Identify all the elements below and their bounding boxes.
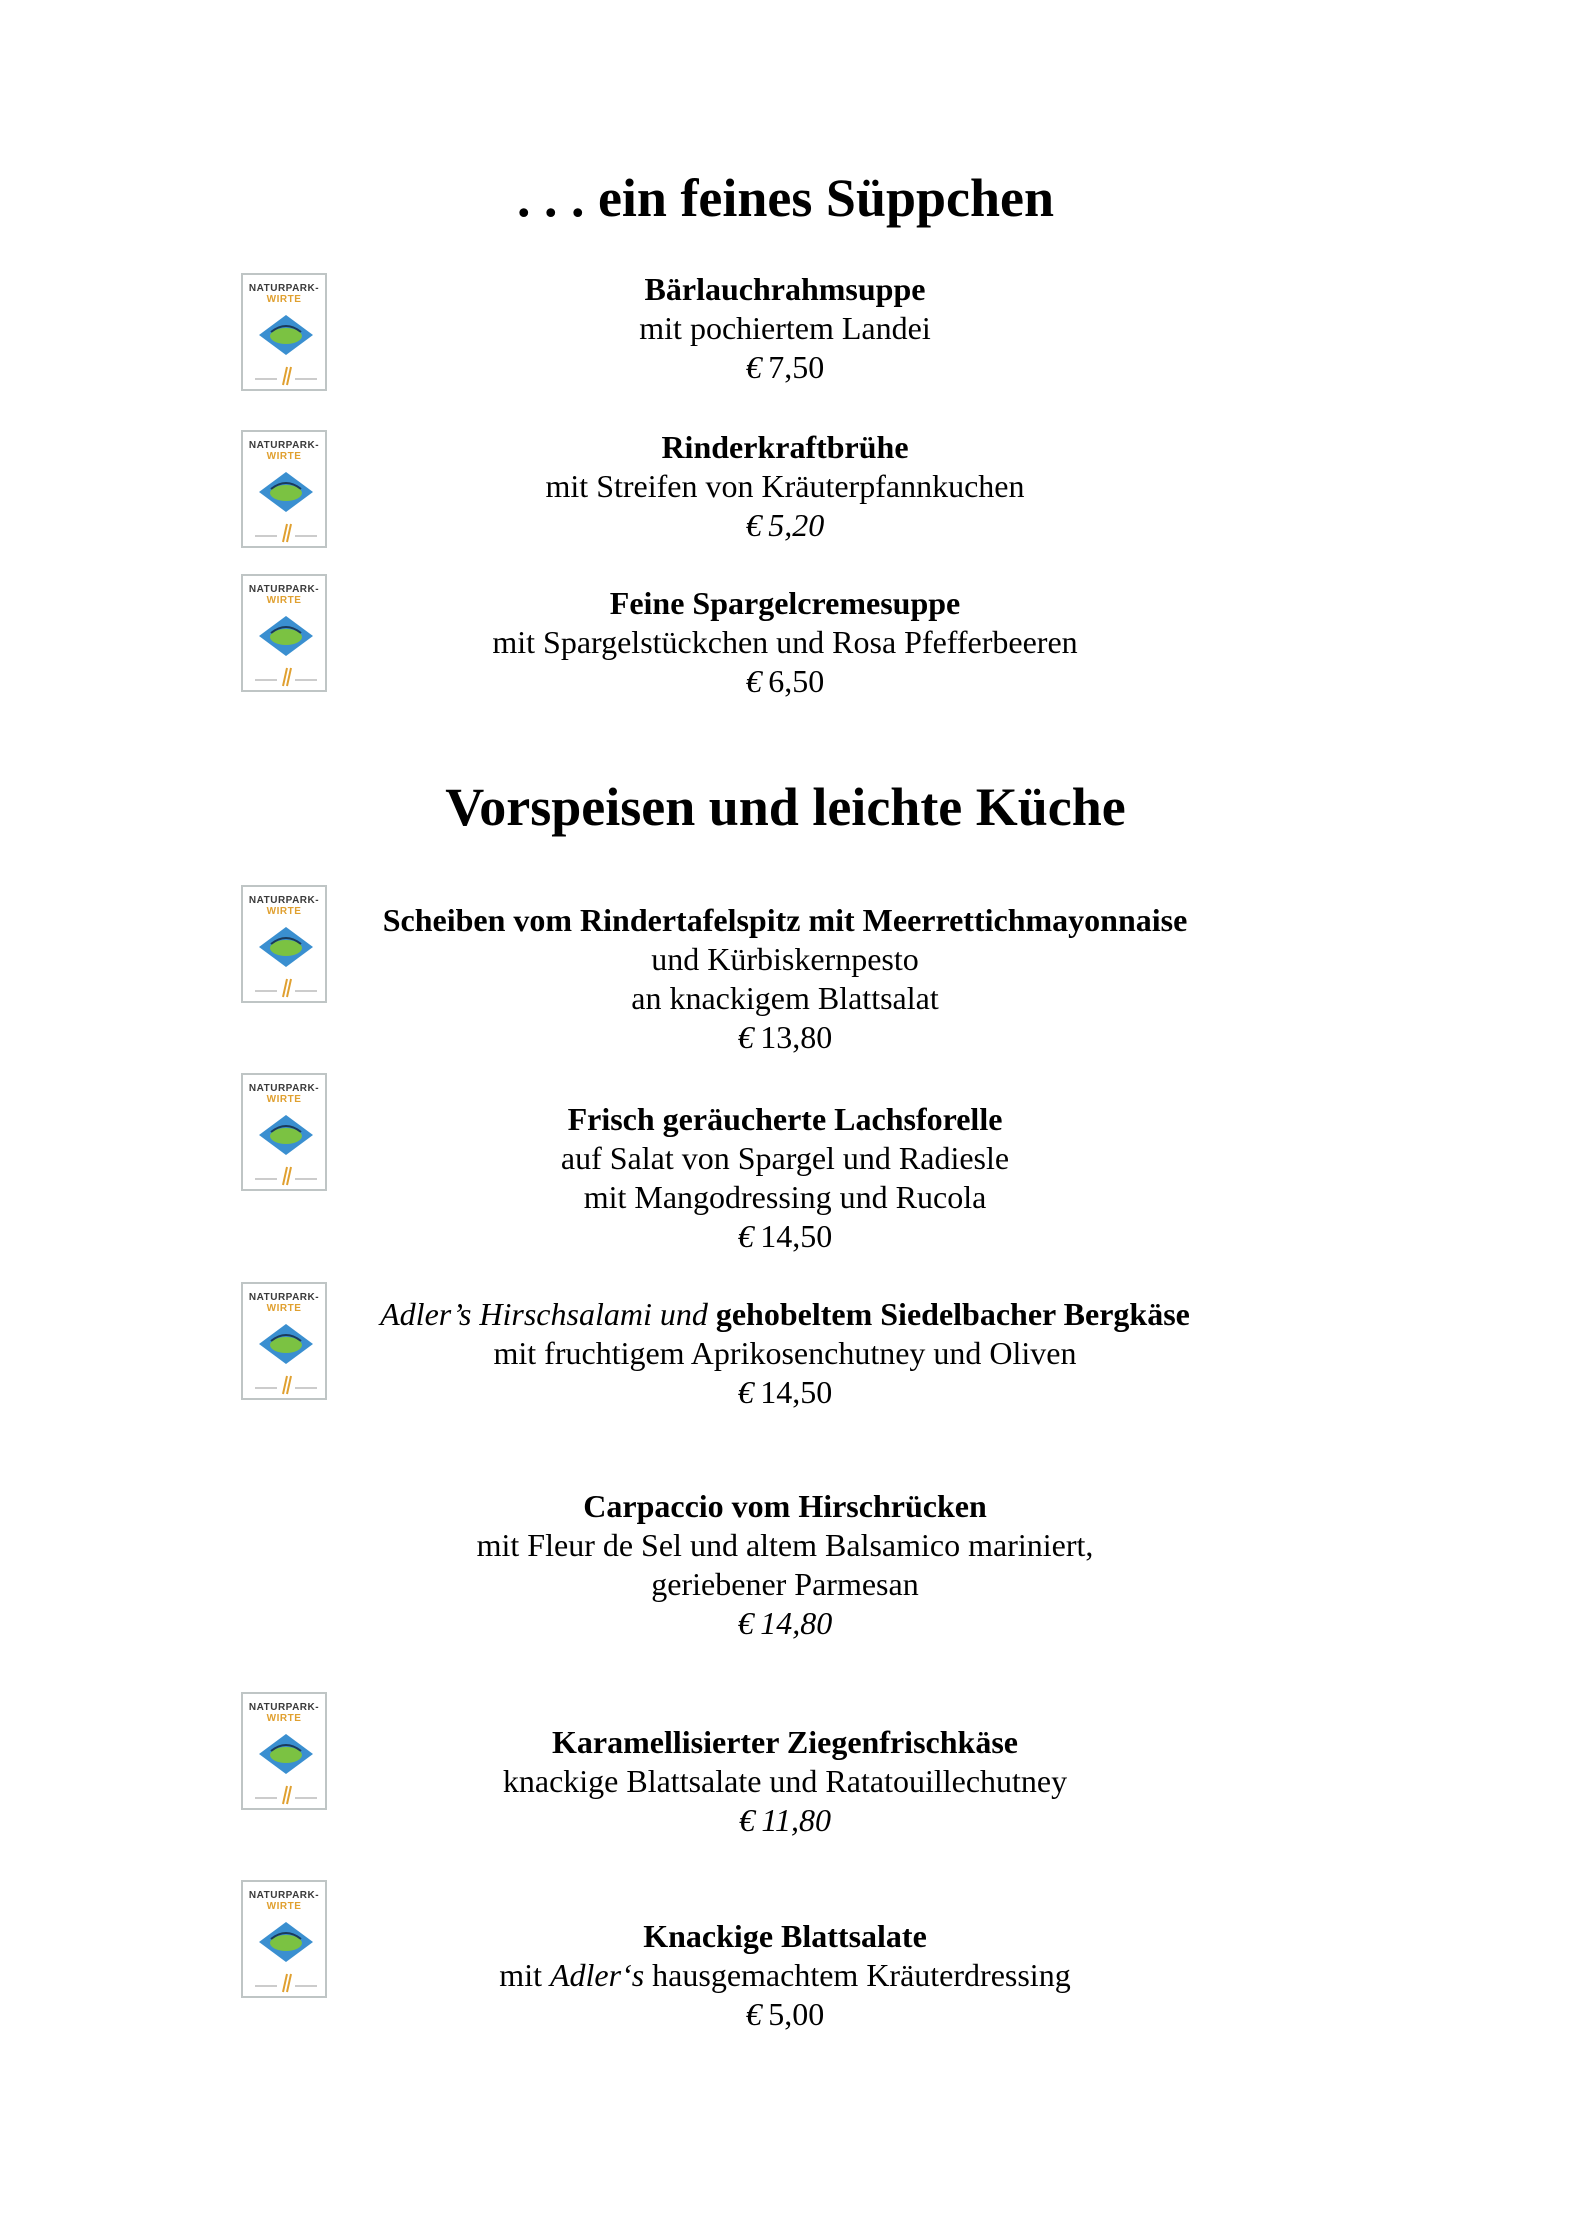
dish-name <box>290 1295 1280 1334</box>
logo-line2: WIRTE <box>266 451 302 462</box>
dish-price: € 13,80 <box>737 1019 833 1055</box>
logo-line1: NATURPARK- <box>248 1083 320 1094</box>
logo-line1: NATURPARK- <box>248 895 320 906</box>
dish-price: € 14,80 <box>737 1605 833 1641</box>
logo-line1: NATURPARK- <box>248 1890 320 1901</box>
dish-price: € 5,00 <box>745 1996 825 2032</box>
dish-price: € 14,50 <box>737 1218 833 1254</box>
dish-description <box>300 1956 1270 1995</box>
menu-item-lachsforelle <box>300 1100 1270 1256</box>
section-title-starters: Vorspeisen und leichte Küche <box>445 777 1126 837</box>
menu-item-rindertafelspitz <box>300 901 1270 1057</box>
menu-item-ziegenfrischkaese <box>300 1723 1270 1840</box>
dish-price: € 6,50 <box>745 663 825 699</box>
logo-line1: NATURPARK- <box>248 1292 320 1303</box>
dish-description: mit pochiertem Landei <box>639 310 931 346</box>
menu-item-carpaccio <box>300 1487 1270 1643</box>
logo-line2: WIRTE <box>266 1094 302 1105</box>
section-title-soups: . . . ein feines Süppchen <box>516 168 1055 228</box>
menu-item-knackige-blattsalate <box>300 1917 1270 2034</box>
dish-name: Karamellisierter Ziegenfrischkäse <box>552 1724 1018 1760</box>
logo-line2: WIRTE <box>266 906 302 917</box>
logo-line1: NATURPARK- <box>248 1702 320 1713</box>
menu-item-feine-spargelcremesuppe <box>300 584 1270 701</box>
logo-line1: NATURPARK- <box>248 440 320 451</box>
dish-description: geriebener Parmesan <box>651 1566 919 1602</box>
dish-description: mit Spargelstückchen und Rosa Pfefferbeeren <box>492 624 1078 660</box>
dish-price: € 11,80 <box>738 1802 832 1838</box>
menu-item-rinderkraftbruehe <box>300 428 1270 545</box>
logo-line2: WIRTE <box>266 294 302 305</box>
logo-line2: WIRTE <box>266 1901 302 1912</box>
dish-description: mit Streifen von Kräuterpfannkuchen <box>545 468 1025 504</box>
logo-line1: NATURPARK- <box>248 584 320 595</box>
dish-description: und Kürbiskernpesto <box>651 941 919 977</box>
logo-line1: NATURPARK- <box>248 283 320 294</box>
dish-description: knackige Blattsalate und Ratatouillechutney <box>502 1763 1068 1799</box>
dish-description: mit Fleur de Sel und altem Balsamico mariniert, <box>476 1527 1094 1563</box>
dish-price: € 5,20 <box>745 507 825 543</box>
menu-item-baerlauchrahmsuppe <box>300 270 1270 387</box>
dish-name-bold: gehobeltem Siedelbacher Bergkäse <box>715 1296 1190 1332</box>
dish-description: mit fruchtigem Aprikosenchutney und Oliven <box>493 1335 1077 1371</box>
dish-name: Bärlauchrahmsuppe <box>644 271 926 307</box>
dish-description-italic: Adler‘s <box>549 1957 645 1993</box>
dish-price: € 14,50 <box>737 1374 833 1410</box>
dish-description: an knackigem Blattsalat <box>631 980 939 1016</box>
dish-name: Knackige Blattsalate <box>643 1918 927 1954</box>
dish-description-prefix: mit <box>499 1957 542 1993</box>
dish-name: Carpaccio vom Hirschrücken <box>583 1488 987 1524</box>
dish-description: auf Salat von Spargel und Radiesle <box>560 1140 1010 1176</box>
menu-item-hirschsalami <box>290 1295 1280 1412</box>
logo-line2: WIRTE <box>266 1303 302 1314</box>
dish-description-rest: hausgemachtem Kräuterdressing <box>652 1957 1071 1993</box>
dish-name: Feine Spargelcremesuppe <box>609 585 961 621</box>
logo-line2: WIRTE <box>266 1713 302 1724</box>
dish-name: Rinderkraftbrühe <box>661 429 909 465</box>
dish-price: € 7,50 <box>745 349 825 385</box>
logo-line2: WIRTE <box>266 595 302 606</box>
dish-name: Frisch geräucherte Lachsforelle <box>567 1101 1003 1137</box>
dish-name: Scheiben vom Rindertafelspitz mit Meerrettichmayonnaise <box>382 902 1188 938</box>
dish-name-italic: Adler’s Hirschsalami und <box>380 1296 708 1332</box>
dish-description: mit Mangodressing und Rucola <box>583 1179 987 1215</box>
